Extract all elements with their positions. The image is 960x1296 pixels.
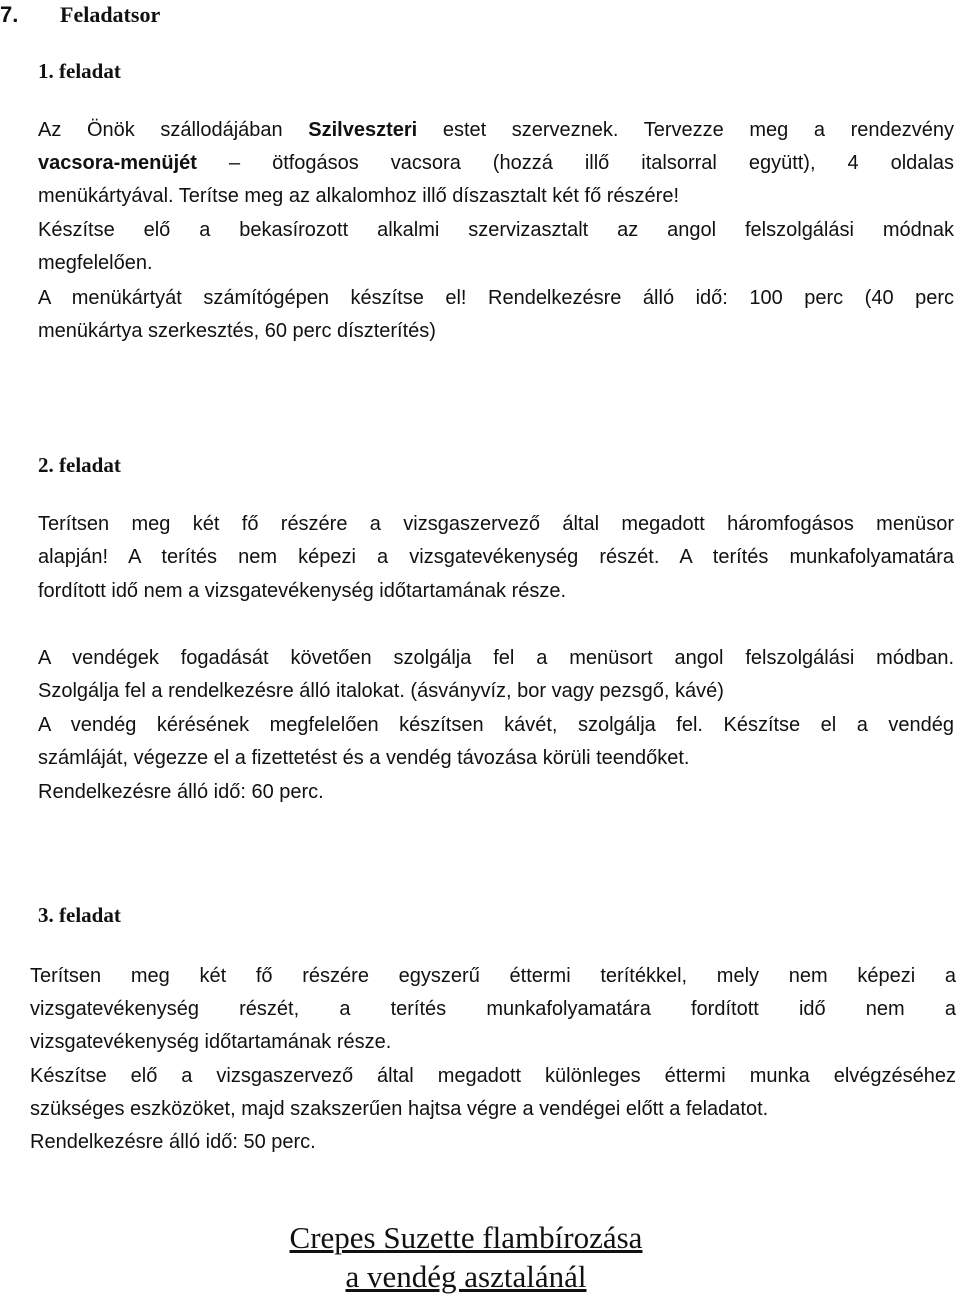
task-1-line-1: Az Önök szállodájában Szilveszteri estet szerveznek. Tervezze meg a rendezvény — [38, 119, 954, 141]
task-2-line-8: Rendelkezésre álló idő: 60 perc. — [38, 781, 324, 803]
dish-subtitle: a vendég asztalánál — [345, 1259, 587, 1294]
task-3-line-2: vizsgatevékenység részét, a terítés munkafolyamatára fordított idő nem a — [30, 998, 956, 1020]
task-2-line-4: A vendégek fogadását követően szolgálja fel a menüsort angol felszolgálási módban. — [38, 647, 954, 669]
task-1-heading: 1. feladat — [38, 59, 121, 83]
task-3-line-4: Készítse elő a vizsgaszervező által megadott különleges éttermi munka elvégzéséhez — [30, 1065, 956, 1087]
task-3-line-5: szükséges eszközöket, majd szakszerűen hajtsa végre a vendégei előtt a feladatot. — [30, 1098, 769, 1120]
task-1-line-3: menükártyával. Terítse meg az alkalomhoz illő díszasztalt két fő részére! — [38, 185, 680, 207]
task-2-line-2: alapján! A terítés nem képezi a vizsgatevékenység részét. A terítés munkafolyamatára — [38, 546, 954, 568]
task-3-heading: 3. feladat — [38, 903, 121, 927]
section-number: 7. — [0, 2, 19, 27]
task-1-line-5: megfelelően. — [38, 252, 153, 274]
task-3-line-1: Terítsen meg két fő részére egyszerű éttermi terítékkel, mely nem képezi a — [30, 965, 956, 987]
task-2-line-7: számláját, végezze el a fizettetést és a vendég távozása körüli teendőket. — [38, 747, 690, 769]
dish-title: Crepes Suzette flambírozása — [289, 1220, 643, 1255]
task-3-line-3: vizsgatevékenység időtartamának része. — [30, 1031, 392, 1053]
task-3-line-6: Rendelkezésre álló idő: 50 perc. — [30, 1131, 316, 1153]
task-1-line-7: menükártya szerkesztés, 60 perc díszterítés) — [38, 320, 436, 342]
section-title: Feladatsor — [60, 2, 161, 27]
task-2-heading: 2. feladat — [38, 453, 121, 477]
task-1-line-2: vacsora-menüjét – ötfogásos vacsora (hozzá illő italsorral együtt), 4 oldalas — [38, 152, 954, 174]
task-1-line-6: A menükártyát számítógépen készítse el! Rendelkezésre álló idő: 100 perc (40 perc — [38, 287, 954, 309]
task-1-line-4: Készítse elő a bekasírozott alkalmi szervizasztalt az angol felszolgálási módnak — [38, 219, 954, 241]
task-2-line-5: Szolgálja fel a rendelkezésre álló italokat. (ásványvíz, bor vagy pezsgő, kávé) — [38, 680, 724, 702]
task-2-line-3: fordított idő nem a vizsgatevékenység időtartamának része. — [38, 580, 567, 602]
task-2-line-1: Terítsen meg két fő részére a vizsgaszervező által megadott háromfogásos menüsor — [38, 513, 954, 535]
task-2-line-6: A vendég kérésének megfelelően készítsen kávét, szolgálja fel. Készítse el a vendég — [38, 714, 954, 736]
